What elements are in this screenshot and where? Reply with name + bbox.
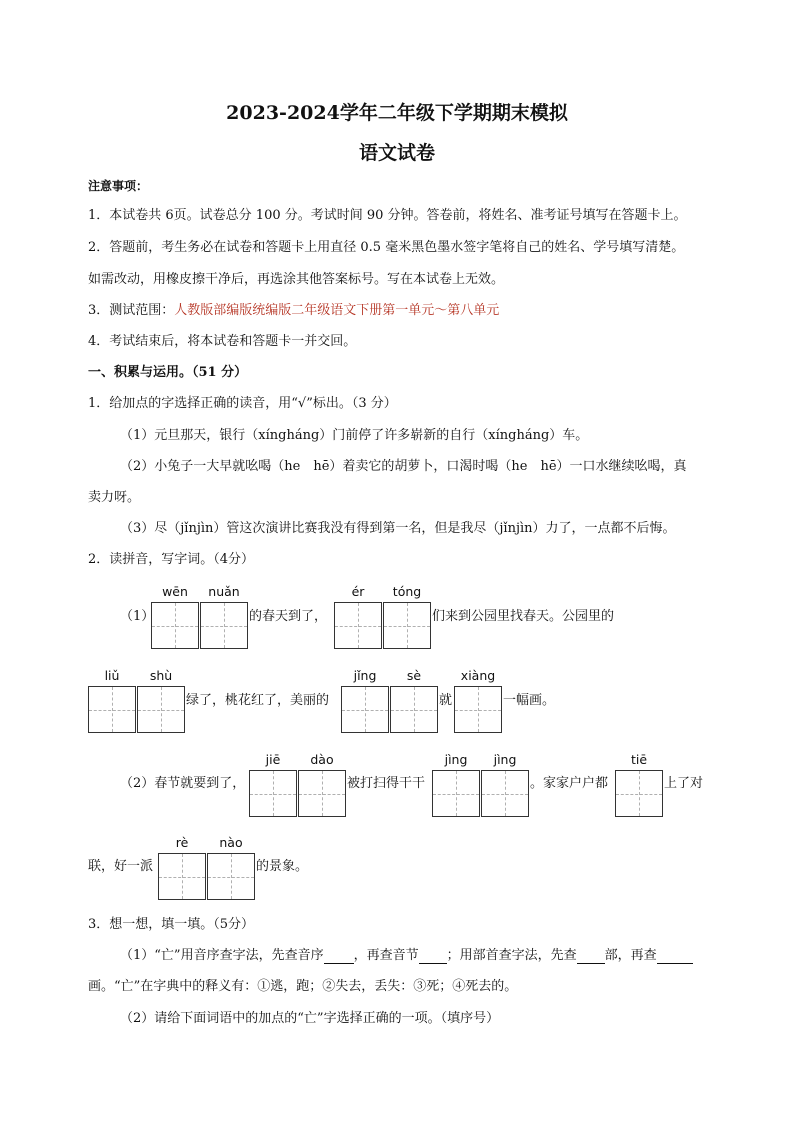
pinyin-label: rè	[175, 835, 189, 850]
pinyin-label: shù	[149, 668, 173, 683]
writing-cell[interactable]	[454, 686, 502, 733]
writing-cell[interactable]	[151, 602, 199, 649]
pinyin-label: nuǎn	[208, 584, 240, 599]
q1-stem: 1．给加点的字选择正确的读音，用“√”标出。（3 分）	[88, 396, 397, 411]
writing-cell[interactable]	[481, 770, 529, 817]
q2-line2-tail: 一幅画。	[503, 693, 556, 708]
pinyin-label: liǔ	[104, 668, 120, 683]
writing-cell[interactable]	[88, 686, 136, 733]
q1-sentence-2b: 卖力呀。	[88, 490, 141, 505]
q2-line4-prefix: 联，好一派	[88, 859, 154, 874]
writing-cell[interactable]	[390, 686, 438, 733]
pinyin-label: jìng	[444, 752, 468, 767]
q2-line2-jiu: 就	[439, 693, 453, 708]
q2-line2-mid: 绿了，桃花红了，美丽的	[186, 693, 330, 708]
writing-cell[interactable]	[334, 602, 382, 649]
q2-line1-prefix: （1）	[120, 609, 155, 624]
writing-cell[interactable]	[615, 770, 663, 817]
note-item-2b: 如需改动，用橡皮擦干净后，再选涂其他答案标号。写在本试卷上无效。	[88, 272, 505, 287]
q3-line1-a: （1）“亡”用音序查字法，先查音序	[120, 948, 324, 963]
note-item-4: 4．考试结束后，将本试卷和答题卡一并交回。	[88, 334, 357, 349]
writing-cell[interactable]	[200, 602, 248, 649]
section-heading: 一、积累与运用。（51 分）	[88, 365, 248, 380]
q3-line1-d: 部，再查	[604, 948, 657, 963]
note-item-1: 1．本试卷共 6页。试卷总分 100 分。考试时间 90 分钟。答卷前，将姓名、准考证号填写在答题卡上。	[88, 208, 687, 223]
q2-line3-prefix: （2）春节就要到了，	[120, 776, 246, 791]
writing-cell[interactable]	[383, 602, 431, 649]
test-scope: 人教版部编版统编版二年级语文下册第一单元～第八单元	[174, 303, 500, 318]
q2-line1-tail: 们来到公园里找春天。公园里的	[432, 609, 615, 624]
writing-cell[interactable]	[432, 770, 480, 817]
answer-blank[interactable]	[577, 950, 605, 964]
q2-line3-tail1: 。家家户户都	[530, 776, 609, 791]
pinyin-label: wēn	[162, 584, 188, 599]
answer-blank[interactable]	[419, 950, 447, 964]
exam-title: 2023-2024学年二年级下学期期末模拟	[226, 102, 568, 124]
exam-subtitle: 语文试卷	[358, 142, 435, 164]
note-item-3-prefix: 3．测试范围：	[88, 303, 175, 318]
notes-heading: 注意事项：	[88, 179, 149, 193]
pinyin-label: jìng	[493, 752, 517, 767]
writing-cell[interactable]	[249, 770, 297, 817]
answer-blank[interactable]	[324, 950, 354, 964]
q3-line1	[120, 948, 693, 964]
pinyin-label: tóng	[392, 584, 422, 599]
writing-cell[interactable]	[341, 686, 389, 733]
q3-line1-b: ，再查音节	[353, 948, 419, 963]
pinyin-label: dào	[310, 752, 334, 767]
pinyin-label: jǐng	[353, 668, 377, 683]
q1-sentence-1: （1）元旦那天，银行（xíngháng）门前停了许多崭新的自行（xíngháng）车。	[120, 428, 589, 443]
pinyin-label: jiē	[265, 752, 281, 767]
q2-line1-mid: 的春天到了，	[249, 609, 328, 624]
note-item-2a: 2．答题前，考生务必在试卷和答题卡上用直径 0.5 毫米黑色墨水签字笔将自己的姓名、学号填写清楚。	[88, 240, 685, 255]
writing-cell[interactable]	[158, 853, 206, 900]
writing-cell[interactable]	[298, 770, 346, 817]
q3-stem: 3．想一想，填一填。（5分）	[88, 917, 255, 932]
pinyin-label: nào	[219, 835, 243, 850]
q2-line4-tail: 的景象。	[256, 859, 309, 874]
pinyin-label: tiē	[630, 752, 648, 767]
q1-sentence-3: （3）尽（jǐnjìn）管这次演讲比赛我没有得到第一名，但是我尽（jǐnjìn）力了，一点都不后悔。	[120, 521, 676, 536]
q2-line3-tail2: 上了对	[664, 776, 704, 791]
q2-line3-mid: 被打扫得干干	[347, 776, 426, 791]
writing-cell[interactable]	[137, 686, 185, 733]
pinyin-label: sè	[406, 668, 422, 683]
q3-line1-c: ；用部首查字法，先查	[446, 948, 577, 963]
q2-stem: 2．读拼音，写字词。（4分）	[88, 552, 255, 567]
q3-line2: 画。“亡”在字典中的释义有：①逃，跑；②失去，丢失：③死；④死去的。	[88, 979, 518, 994]
q1-sentence-2a: （2）小兔子一大早就吆喝（he hē）着卖它的胡萝卜，口渴时喝（he hē）一口水继续吆喝，真	[120, 459, 687, 474]
answer-blank[interactable]	[657, 950, 693, 964]
pinyin-label: xiàng	[460, 668, 496, 683]
note-item-3	[88, 303, 499, 319]
writing-cell[interactable]	[207, 853, 255, 900]
q3-line3: （2）请给下面词语中的加点的“亡”字选择正确的一项。（填序号）	[120, 1011, 500, 1026]
pinyin-label: ér	[351, 584, 365, 599]
